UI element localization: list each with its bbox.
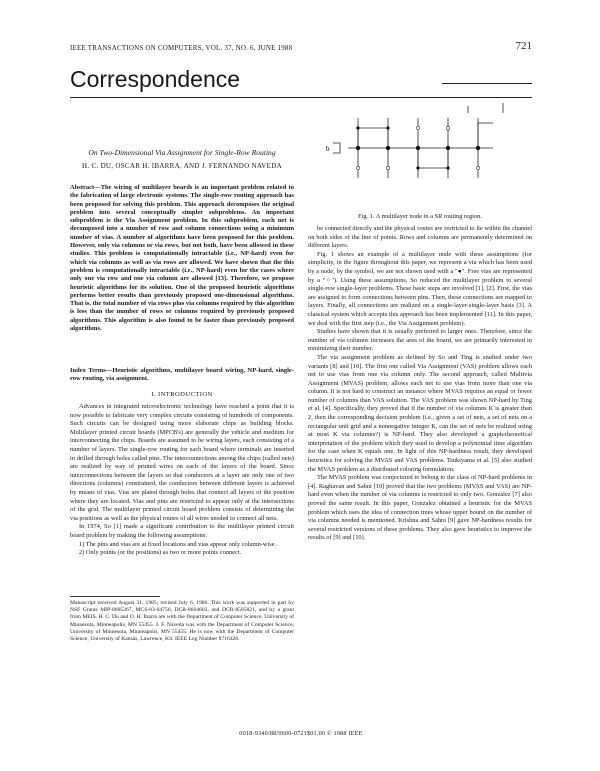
wire-path [478, 123, 493, 148]
body-paragraph: Advances in integrated microelectronic technology have reached a point that it is now possible to fabricate very complex circuits consisting of hundreds of components. Such circuits can be designed using more elaborate chips as building blocks. Multilayer printed circuit boards (MPCB's) are generally the vehicle and medium for interconnecting the chips. Boards are assumed to be wiring layers, each consisting of a number of layers. The single-row routing for each board where terminals are inserted in drilled through holes called pins. The interconnections among the chips (called nets) are realized by way of printed wires on each of the layers of the board. Since interconnections between the layers so that conductors at a layer are only one of two directions (columns) constrained, the conductors between different layers is achieved by means of vias. Vias are plated through holes that connect all layers of the position where they are located. Vias and pins are restricted to appear only at the intersections of the grid. The multilayer printed circuit board problem consists of determining the via positions as well as the physical routes of all wires needed to connect all nets. [70, 403, 294, 522]
body-paragraph: The MVAS problem was conjectured to belong to the class of NP-hard problems in [4]. Raghavan and Sahni [10] proved that the two problems (MVAS and VAS) are NP-hard even when the number of via columns is restricted to only two. Gonzalez [7] also proved the same result. In this paper, Gonzalez obtained a heuristic for the MVAS problem which uses the idea of connection trees whose upper bound on the number of via columns needed is mentioned. Krishna and Sahni [9] gave NP-hardness results for several restricted versions of these problems. They also gave heuristics to improve the results of [9] and [10]. [308, 474, 532, 542]
used-via-dot [446, 166, 449, 169]
wire-path [418, 148, 448, 168]
body-paragraph: The via assignment problem as defined by So and Ting is studied under two variants [8] and [10]. The first one called Via Assignment (VAS) problem allows each net to use vias from one via column only. The second approach, called Multivia Assignment (MVAS) problem, allows each net to use vias from more than one via column. It is not hard to construct an instance where MVAS requires an equal or fewer number of columns than VAS solution. The VAS problem was shown NP-hard by Ting et al. [4]. Specifically, they proved that if the number of via columns K is greater than 2, then the corresponding decision problem (i.e., given a set of nets, a set of nets on a rectangular unit grid and a nonnegative integer K, can the set of nets be realized using at most K via columns?) is NP-hard. They also developed a graph-theoretical interpretation of the problem which they used to develop a polynomial time algorithm for the case when K equals one. In light of this NP-hardness result, they developed heuristics for solving the MVAS and VAS problems. Tsukiyama et al. [5] also studied the MVAS problem as a distributed coloring formulation. [308, 353, 532, 473]
used-via-dot [416, 166, 419, 169]
body-paragraph: be connected directly and the physical routes are restricted to lie within the channel on both sides of the line of points. Rows and columns are permanently determined on different layers. [308, 225, 532, 250]
page-number: 721 [515, 40, 532, 52]
pin-dot [386, 146, 390, 150]
figure-caption: Fig. 1. A multilayer node in a SR routing region. [358, 213, 482, 220]
header-rule-short [442, 83, 532, 84]
body-paragraph: Studies have shown that it is usually preferred to larger ones. Therefore, since the number of via columns increases the area of the board, we are primarily interested in minimizing their number. [308, 328, 532, 353]
abstract: Abstract—The wiring of multilayer boards is an important problem related to the fabrication of large electronic systems. The single-row routing approach has been proposed for solving this problem. This approach decomposes the original problem into several conceptually simpler subproblems. An important subproblem is the Via Assignment problem. In this subproblem, each net is decomposed into a number of row and column connections using a minimum number of vias. A number of algorithms have been proposed for this problem. However, only via columns or via rows, but not both, have been allowed in these studies. This problem is computationally intractable (i.e., NP-hard) even for which via columns as well as via rows are allowed. We have shown that the this problem is computationally intractable (i.e., NP-hard) even for the cases where only one via row and one via column are allowed [13]. Therefore, we propose heuristic algorithms for its solution. One of the proposed heuristic algorithms performs better results than previously proposed one-dimensional algorithms. That is, the total number of via rows plus via columns required by this algorithm is less than the number of rows or columns required by previously proposed algorithms. This algorithm is also found to be faster than previously proposed algorithms. [70, 184, 294, 333]
intro-heading: I. INTRODUCTION [151, 391, 213, 398]
running-head: IEEE TRANSACTIONS ON COMPUTERS, VOL. 37, NO. 6, JUNE 1988 [70, 44, 293, 52]
free-via-dot [386, 166, 389, 169]
used-via-dot [386, 126, 389, 129]
free-via-dot [476, 166, 479, 169]
paper-title: On Two-Dimensional Via Assignment for Single-Row Routing [88, 148, 276, 157]
right-column-body [308, 225, 532, 543]
pin-dot [476, 146, 480, 150]
copyright-line: 0018-9340/88/0600-0721$01.00 © 1988 IEEE [239, 730, 363, 737]
body-paragraph: 2) Only points (or the positions) as two or more points connect. [79, 549, 242, 557]
body-paragraph: Fig. 1 shows an example of a multilayer node with these assumptions (for simplicity, in the figure throughout this paper, we represent a via which has been used by a node, by the symbol, we are not shown used with a "●". Free vias are represented by a "○"). Using these assumptions, So reduced the multilayer problem to several single-row single-layer problems. These basic steps are involved [1], [2]. First, the vias are assigned to form connections between pins. Then, these connections are mapped to layers. Finally, all connections are realized on a single-layer-single-layer basis [3]. A classical system which accepts this approach has been implemented [11]. In this paper, we deal with the first step (i.e., the Via Assignment problem). [308, 250, 532, 327]
paper-authors: H. C. DU, OSCAR H. IBARRA, AND J. FERNANDO NAVEDA [82, 162, 282, 170]
free-via-dot [416, 126, 419, 129]
free-via-dot [356, 166, 359, 169]
pin-dot [416, 146, 420, 150]
figure-label: b [326, 145, 330, 153]
bracket-mark [333, 143, 340, 153]
index-terms: Index Terms—Heuristic algorithms, multilayer board wiring, NP-hard, single-row routing, via assignment. [70, 367, 294, 383]
footnote-rule [70, 596, 160, 597]
footnotes: Manuscript received August 31, 1985; revised July 6, 1986. This work was supported in part by NSF Grants MIP-8605267, MCS-83-04756, DCR-8604603, and DCR-8505821, and by a grant from MEIS. H. C. Du and O. H. Ibarra are with the Department of Computer Science, University of Minnesota, Minneapolis, MN 55455. J. F. Naveda was with the Department of Computer Science, University of Minnesota, Minneapolis, MN 55455. He is now with the Department of Computer Science, University of Kansas, Lawrence, KS. IEEE Log Number 8716426. [70, 600, 294, 643]
used-via-dot [356, 126, 359, 129]
pin-dot [356, 146, 360, 150]
body-paragraph: 1) The pins and vias are at fixed locations and vias appear only column-wise. [79, 540, 277, 548]
pin-dot [446, 146, 450, 150]
left-column-body [70, 403, 294, 558]
figure-1 [318, 98, 518, 198]
free-via-dot [446, 126, 449, 129]
section-title: Correspondence [70, 66, 241, 92]
body-paragraph: In 1974, So [1] made a significant contribution to the multilayer printed circuit board problem by making the following assumptions: [70, 523, 294, 539]
wire-path [358, 128, 388, 148]
